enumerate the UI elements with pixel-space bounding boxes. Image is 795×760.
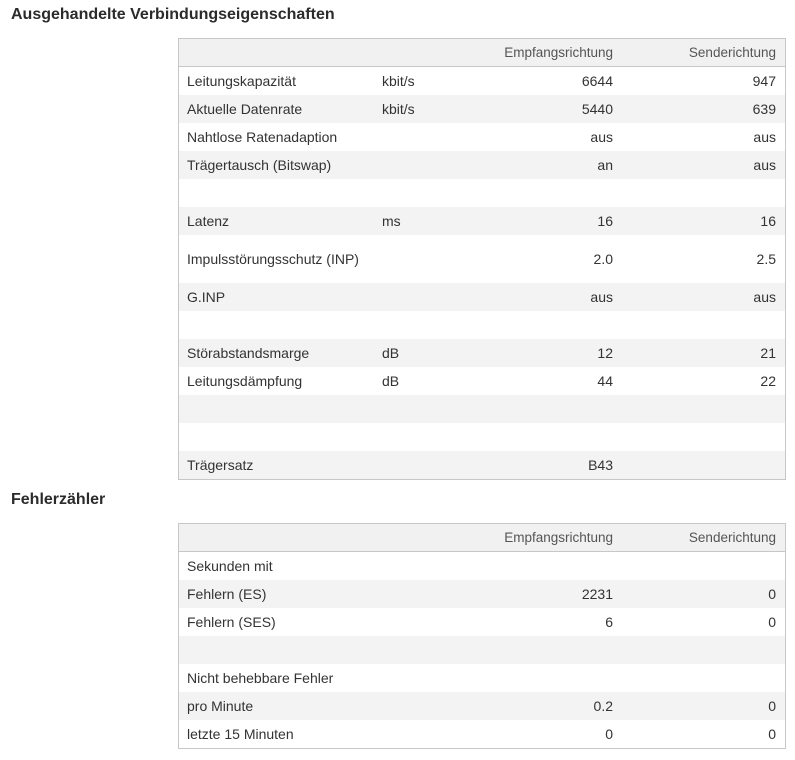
table-row: [179, 608, 785, 636]
row-send-value: 639: [752, 101, 776, 117]
row-receive-value: 16: [597, 213, 613, 229]
row-label: Nicht behebbare Fehler: [187, 669, 334, 686]
row-receive-value: 5440: [581, 101, 613, 117]
table-row: [179, 123, 785, 151]
table-row: [179, 95, 785, 123]
column-header-send: Senderichtung: [688, 530, 776, 545]
table-header: [179, 39, 785, 67]
row-send-value: 21: [760, 345, 776, 361]
row-label: Leitungskapazität: [187, 72, 296, 89]
row-label: Sekunden mit: [187, 557, 273, 574]
row-receive-value: 6644: [581, 73, 613, 89]
row-send-value: 0: [768, 614, 776, 630]
row-receive-value: 0: [605, 726, 613, 742]
row-label: Fehlern (SES): [187, 613, 276, 630]
row-receive-value: an: [597, 157, 613, 173]
row-label: Störabstandsmarge: [187, 344, 310, 361]
row-send-value: 2.5: [756, 251, 776, 267]
table-row: [179, 580, 785, 608]
table-row: [179, 664, 785, 692]
row-receive-value: 0.2: [593, 698, 613, 714]
row-label: Aktuelle Datenrate: [187, 100, 303, 117]
table-row: [179, 720, 785, 748]
section-title-connection-properties: Ausgehandelte Verbindungseigenschaften: [11, 6, 335, 23]
table-header: [179, 524, 785, 552]
row-receive-value: aus: [590, 129, 613, 145]
row-label: Trägersatz: [187, 456, 254, 473]
row-label: Impulsstörungsschutz (INP): [187, 250, 359, 267]
table-row-spacer: [179, 311, 785, 339]
column-header-receive: Empfangsrichtung: [504, 530, 613, 545]
row-label: pro Minute: [187, 697, 254, 714]
row-unit: dB: [382, 345, 400, 361]
column-header-receive: Empfangsrichtung: [504, 45, 613, 60]
row-label: Fehlern (ES): [187, 585, 267, 602]
table-row: [179, 151, 785, 179]
row-send-value: 0: [768, 698, 776, 714]
table-row-spacer: [179, 636, 785, 664]
row-unit: kbit/s: [382, 101, 415, 117]
table-row: [179, 367, 785, 395]
table-row: [179, 283, 785, 311]
table-row: [179, 207, 785, 235]
row-unit: kbit/s: [382, 73, 415, 89]
row-label: Nahtlose Ratenadaption: [187, 128, 338, 145]
row-unit: dB: [382, 373, 400, 389]
row-send-value: 0: [768, 726, 776, 742]
row-receive-value: B43: [588, 457, 613, 473]
row-label: Trägertausch (Bitswap): [187, 156, 332, 173]
row-send-value: aus: [753, 157, 776, 173]
column-header-send: Senderichtung: [688, 45, 776, 60]
table-row: [179, 451, 785, 479]
table-row-spacer: [179, 179, 785, 207]
row-label: Leitungsdämpfung: [187, 372, 303, 389]
table-row: [179, 67, 785, 95]
row-receive-value: 2231: [581, 586, 613, 602]
table-row: [179, 552, 785, 580]
row-receive-value: 2.0: [593, 251, 613, 267]
table-row: [179, 235, 785, 283]
row-send-value: aus: [753, 289, 776, 305]
table-row: [179, 692, 785, 720]
row-receive-value: aus: [590, 289, 613, 305]
table-row-spacer: [179, 395, 785, 423]
table-row: [179, 339, 785, 367]
row-send-value: 16: [760, 213, 776, 229]
table-row-spacer: [179, 423, 785, 451]
row-label: letzte 15 Minuten: [187, 725, 294, 742]
row-send-value: 0: [768, 586, 776, 602]
error-counters-table: [178, 523, 786, 749]
row-receive-value: 12: [597, 345, 613, 361]
section-title-error-counters: Fehlerzähler: [11, 491, 106, 508]
row-receive-value: 44: [597, 373, 613, 389]
row-send-value: aus: [753, 129, 776, 145]
row-receive-value: 6: [605, 614, 613, 630]
connection-properties-table: [178, 38, 786, 480]
row-send-value: 947: [752, 73, 776, 89]
row-unit: ms: [382, 213, 401, 229]
row-label: Latenz: [187, 212, 230, 229]
row-send-value: 22: [760, 373, 776, 389]
row-label: G.INP: [187, 288, 226, 305]
